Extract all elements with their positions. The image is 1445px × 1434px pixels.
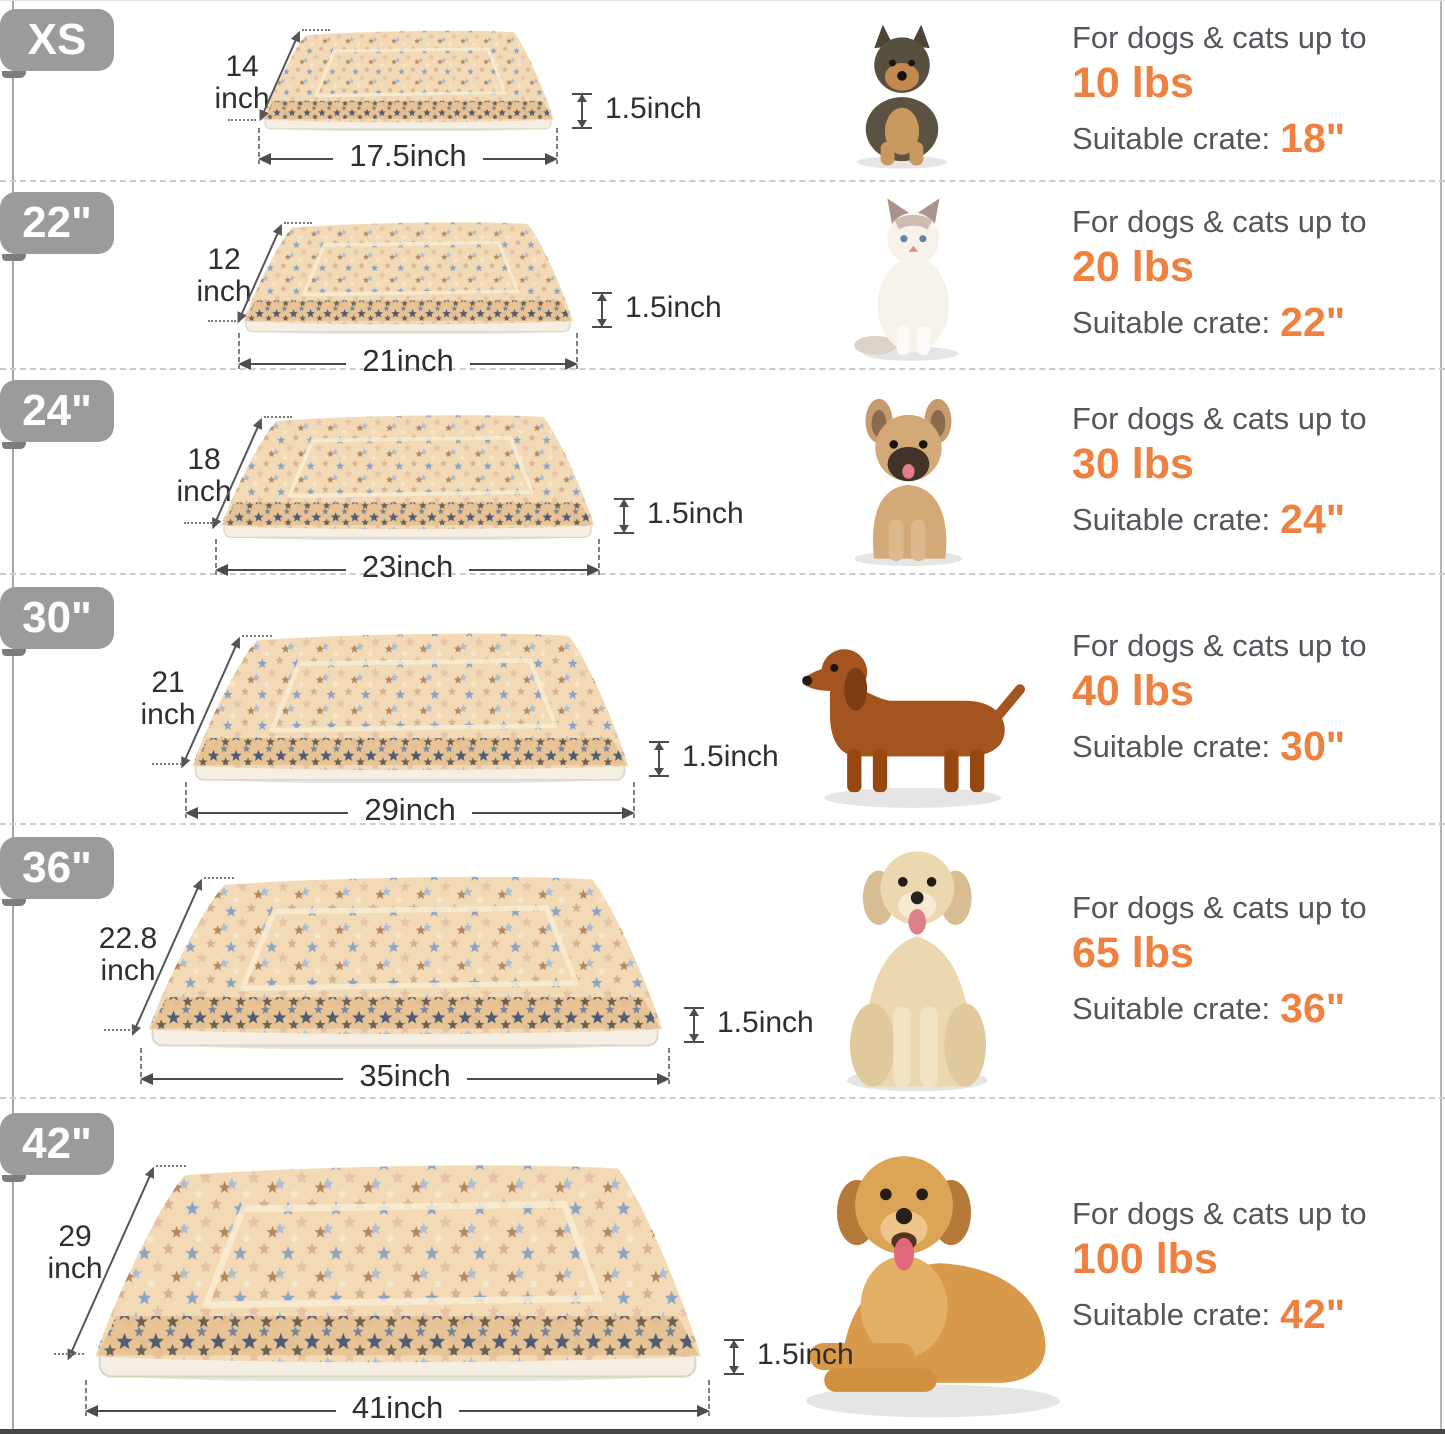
crate-prefix: Suitable crate: bbox=[1072, 729, 1271, 764]
depth-value: 29 bbox=[58, 1220, 92, 1253]
mat-image bbox=[85, 1153, 710, 1381]
pet-image-golden-retriever-sitting bbox=[812, 837, 1016, 1093]
thickness-label: 1.5inch bbox=[682, 740, 779, 773]
row-caption bbox=[1072, 1, 1438, 180]
depth-dimension-label bbox=[132, 667, 204, 731]
width-dimension bbox=[140, 1058, 670, 1097]
width-label: 35inch bbox=[359, 1058, 451, 1093]
pet-image-french-bulldog bbox=[818, 394, 994, 566]
width-tick bbox=[576, 333, 578, 369]
caption-weight: 20 lbs bbox=[1072, 243, 1194, 291]
width-label: 21inch bbox=[362, 343, 454, 378]
thickness-label: 1.5inch bbox=[625, 291, 722, 324]
depth-tick bbox=[156, 1165, 186, 1167]
width-arrow-left bbox=[87, 1410, 336, 1412]
thickness-dimension bbox=[724, 1339, 854, 1375]
crate-prefix: Suitable crate: bbox=[1072, 305, 1271, 340]
width-arrow-left bbox=[187, 812, 348, 814]
caption-weight: 65 lbs bbox=[1072, 929, 1194, 977]
thickness-dimension bbox=[592, 292, 722, 328]
thickness-dimension bbox=[572, 93, 702, 129]
depth-value: 21 bbox=[151, 666, 185, 699]
depth-unit: inch bbox=[214, 81, 270, 115]
size-badge: 30" bbox=[0, 587, 114, 649]
thickness-dimension bbox=[684, 1007, 814, 1043]
depth-tick bbox=[264, 416, 292, 418]
size-row-xs bbox=[0, 1, 1445, 182]
width-dimension bbox=[258, 138, 558, 177]
crate-size: 18" bbox=[1280, 114, 1346, 161]
depth-tick bbox=[208, 320, 236, 322]
bottom-border-line bbox=[0, 1429, 1445, 1434]
depth-tick bbox=[54, 1353, 84, 1355]
size-row-24 bbox=[0, 370, 1445, 584]
width-arrow-left bbox=[142, 1078, 343, 1080]
mat-image bbox=[140, 867, 670, 1049]
size-row-42 bbox=[0, 1099, 1445, 1434]
depth-unit: inch bbox=[196, 274, 252, 308]
pet-image-dachshund bbox=[795, 615, 1025, 815]
row-caption bbox=[1072, 825, 1438, 1097]
pet-image-golden-retriever-lying bbox=[788, 1125, 1078, 1425]
depth-value: 12 bbox=[207, 243, 241, 276]
depth-dimension-label bbox=[168, 444, 240, 508]
width-arrow-right bbox=[467, 1078, 668, 1080]
depth-value: 14 bbox=[225, 50, 259, 83]
width-label: 17.5inch bbox=[349, 138, 467, 173]
width-arrow-left bbox=[260, 158, 333, 160]
crate-size: 22" bbox=[1280, 299, 1346, 345]
depth-tick bbox=[242, 635, 272, 637]
depth-tick bbox=[284, 222, 312, 224]
row-caption bbox=[1072, 1099, 1438, 1434]
size-badge: XS bbox=[0, 9, 114, 71]
caption-intro: For dogs & cats up to bbox=[1072, 1196, 1367, 1231]
crate-size: 24" bbox=[1280, 495, 1346, 542]
width-arrow-left bbox=[240, 363, 346, 365]
depth-unit: inch bbox=[176, 474, 232, 508]
mat-image bbox=[238, 216, 578, 334]
caption-weight: 40 lbs bbox=[1072, 667, 1194, 715]
size-badge: 36" bbox=[0, 837, 114, 899]
size-row-22 bbox=[0, 182, 1445, 378]
width-arrow-right bbox=[483, 158, 556, 160]
size-row-36 bbox=[0, 825, 1445, 1099]
width-arrow-right bbox=[459, 1410, 708, 1412]
crate-prefix: Suitable crate: bbox=[1072, 991, 1271, 1026]
pet-image-ragdoll-cat bbox=[836, 196, 986, 362]
caption-weight: 100 lbs bbox=[1072, 1235, 1218, 1283]
caption-weight: 10 lbs bbox=[1072, 58, 1194, 107]
depth-unit: inch bbox=[100, 953, 156, 987]
mat-image bbox=[258, 25, 558, 131]
depth-value: 22.8 bbox=[98, 922, 158, 955]
size-badge: 42" bbox=[0, 1113, 114, 1175]
thickness-dimension bbox=[649, 741, 779, 777]
crate-size: 42" bbox=[1280, 1291, 1346, 1337]
caption-crate bbox=[1072, 723, 1438, 770]
depth-dimension-label bbox=[36, 1221, 114, 1285]
thickness-label: 1.5inch bbox=[605, 92, 702, 125]
row-caption bbox=[1072, 575, 1438, 823]
width-arrow-right bbox=[472, 812, 633, 814]
thickness-arrow bbox=[614, 498, 634, 534]
depth-tick bbox=[152, 763, 182, 765]
caption-crate bbox=[1072, 496, 1438, 543]
width-tick bbox=[556, 128, 558, 164]
caption-intro: For dogs & cats up to bbox=[1072, 204, 1367, 239]
width-arrow-right bbox=[469, 569, 598, 571]
caption-intro: For dogs & cats up to bbox=[1072, 628, 1367, 663]
width-arrow-left bbox=[217, 569, 346, 571]
width-tick bbox=[708, 1380, 710, 1416]
thickness-arrow bbox=[684, 1007, 704, 1043]
width-dimension bbox=[85, 1390, 710, 1429]
thickness-dimension bbox=[614, 498, 744, 534]
caption-crate bbox=[1072, 1291, 1438, 1338]
width-tick bbox=[598, 539, 600, 575]
size-badge: 24" bbox=[0, 380, 114, 442]
thickness-arrow bbox=[572, 93, 592, 129]
caption-weight: 30 lbs bbox=[1072, 439, 1194, 488]
depth-unit: inch bbox=[140, 697, 196, 731]
size-row-30 bbox=[0, 575, 1445, 825]
crate-prefix: Suitable crate: bbox=[1072, 1297, 1271, 1332]
mat-image bbox=[215, 408, 600, 540]
thickness-arrow bbox=[649, 741, 669, 777]
crate-prefix: Suitable crate: bbox=[1072, 120, 1271, 156]
depth-tick bbox=[302, 29, 330, 31]
width-label: 23inch bbox=[361, 549, 454, 584]
width-tick bbox=[668, 1048, 670, 1084]
crate-size: 30" bbox=[1280, 723, 1346, 769]
row-caption bbox=[1072, 182, 1438, 368]
depth-unit: inch bbox=[47, 1251, 103, 1285]
mat-image bbox=[185, 625, 635, 783]
size-badge: 22" bbox=[0, 192, 114, 254]
width-label: 41inch bbox=[351, 1390, 444, 1425]
caption-intro: For dogs & cats up to bbox=[1072, 400, 1367, 436]
thickness-arrow bbox=[724, 1339, 744, 1375]
pet-image-yorkshire-terrier-puppy bbox=[838, 17, 966, 173]
row-caption bbox=[1072, 370, 1438, 573]
depth-tick bbox=[228, 119, 256, 121]
width-label: 29inch bbox=[364, 792, 456, 827]
caption-crate bbox=[1072, 985, 1438, 1032]
thickness-label: 1.5inch bbox=[717, 1006, 814, 1039]
thickness-arrow bbox=[592, 292, 612, 328]
caption-intro: For dogs & cats up to bbox=[1072, 890, 1367, 925]
caption-crate bbox=[1072, 299, 1438, 346]
crate-size: 36" bbox=[1280, 985, 1346, 1031]
depth-tick bbox=[204, 877, 234, 879]
width-arrow-right bbox=[470, 363, 576, 365]
caption-crate bbox=[1072, 115, 1438, 162]
crate-prefix: Suitable crate: bbox=[1072, 501, 1271, 537]
depth-tick bbox=[184, 522, 212, 524]
thickness-label: 1.5inch bbox=[757, 1338, 854, 1371]
depth-tick bbox=[104, 1029, 134, 1031]
thickness-label: 1.5inch bbox=[647, 497, 744, 530]
caption-intro: For dogs & cats up to bbox=[1072, 19, 1367, 55]
depth-value: 18 bbox=[187, 443, 221, 476]
width-tick bbox=[633, 782, 635, 818]
